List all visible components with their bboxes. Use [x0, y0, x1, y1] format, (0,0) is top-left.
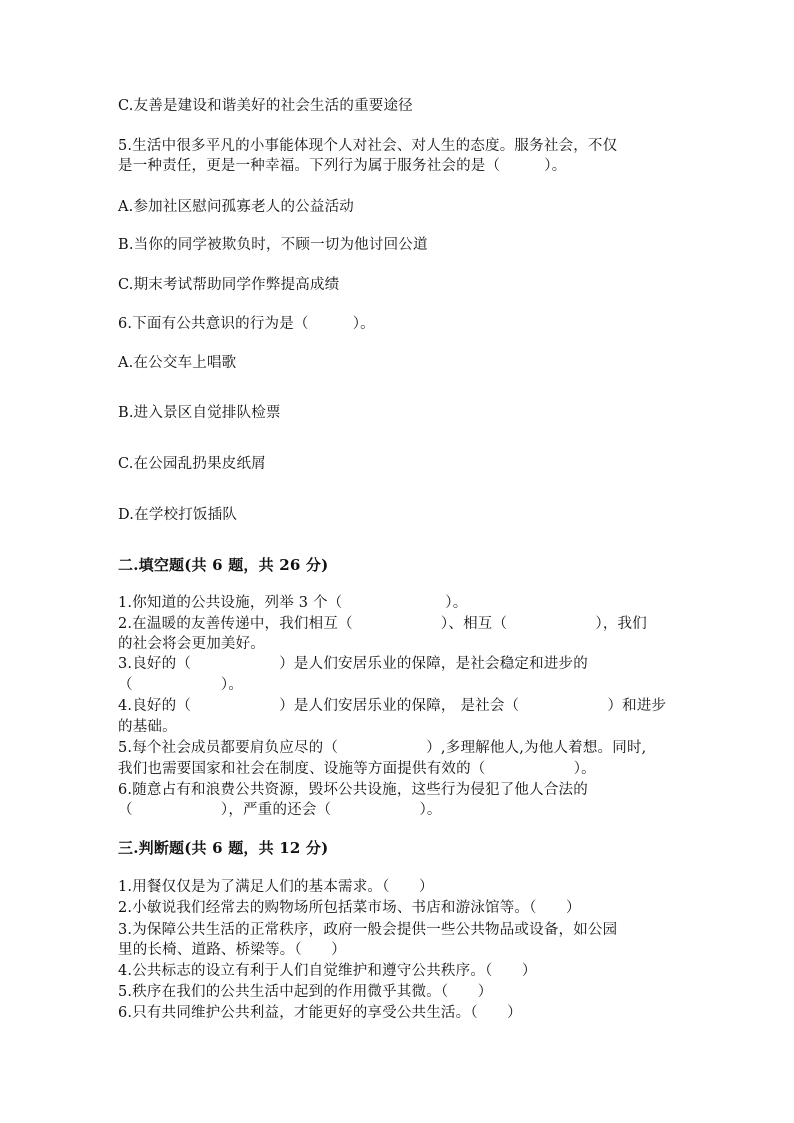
fill-line-3: 的社会将会更加美好。 — [118, 636, 265, 652]
fill-line-2: 2.在温暖的友善传递中，我们相互（ ）、相互（ ），我们 — [118, 616, 647, 632]
judge-line-3: 3.为保障公共生活的正常秩序，政府一般会提供一些公共物品或设备，如公园 — [118, 922, 618, 938]
q6-stem: 6.下面有公共意识的行为是（ ）。 — [118, 316, 375, 332]
section3-heading: 三.判断题(共 6 题，共 12 分) — [118, 839, 329, 857]
q5-option-a: A.参加社区慰问孤寡老人的公益活动 — [118, 199, 354, 215]
fill-line-6: 4.良好的（ ）是人们安居乐业的保障， 是社会（ ）和进步 — [118, 698, 667, 714]
judge-line-1: 1.用餐仅仅是为了满足人们的基本需求。（ ） — [118, 879, 434, 895]
fill-line-4: 3.良好的（ ）是人们安居乐业的保障，是社会稳定和进步的 — [118, 656, 588, 672]
q5-stem-line2: 是一种责任，更是一种幸福。下列行为属于服务社会的是（ ）。 — [118, 158, 567, 174]
q5-stem-line1: 5.生活中很多平凡的小事能体现个人对社会、对人生的态度。服务社会，不仅 — [118, 138, 618, 154]
q6-option-c: C.在公园乱扔果皮纸屑 — [118, 456, 266, 472]
fill-line-8: 5.每个社会成员都要肩负应尽的（ ）,多理解他人,为他人着想。同时, — [118, 740, 647, 756]
fill-line-9: 我们也需要国家和社会在制度、设施等方面提供有效的（ ）。 — [118, 761, 596, 777]
q5-option-c: C.期末考试帮助同学作弊提高成绩 — [118, 277, 340, 293]
fill-line-10: 6.随意占有和浪费公共资源，毁坏公共设施，这些行为侵犯了他人合法的 — [118, 782, 588, 798]
fill-line-5: （ ）。 — [118, 677, 244, 693]
q5-option-b: B.当你的同学被欺负时，不顾一切为他讨回公道 — [118, 237, 428, 253]
q4-option-c: C.友善是建设和谐美好的社会生活的重要途径 — [118, 98, 413, 114]
judge-line-4: 里的长椅、道路、桥梁等。（ ） — [118, 942, 346, 958]
fill-line-11: （ ），严重的还会（ ）。 — [118, 802, 442, 818]
q6-option-b: B.进入景区自觉排队检票 — [118, 405, 281, 421]
q6-option-d: D.在学校打饭插队 — [118, 507, 238, 523]
fill-line-1: 1.你知道的公共设施，列举 3 个（ ）。 — [118, 595, 468, 611]
section2-heading: 二.填空题(共 6 题，共 26 分) — [118, 556, 329, 574]
judge-line-6: 5.秩序在我们的公共生活中起到的作用微乎其微。（ ） — [118, 984, 493, 1000]
q6-option-a: A.在公交车上唱歌 — [118, 355, 237, 371]
fill-line-7: 的基础。 — [118, 719, 177, 735]
judge-line-7: 6.只有共同维护公共利益，才能更好的享受公共生活。（ ） — [118, 1005, 522, 1021]
judge-line-5: 4.公共标志的设立有利于人们自觉维护和遵守公共秩序。（ ） — [118, 963, 537, 979]
judge-line-2: 2.小敏说我们经常去的购物场所包括菜市场、书店和游泳馆等。（ ） — [118, 900, 581, 916]
